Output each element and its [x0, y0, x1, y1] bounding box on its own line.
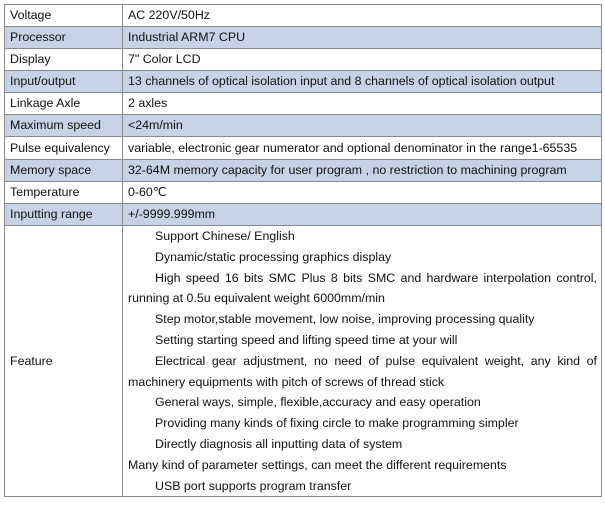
table-row: [5, 71, 602, 93]
table-row: [5, 49, 602, 71]
feature-label: Feature: [5, 226, 123, 497]
table-row: [5, 204, 602, 226]
feature-list: [123, 226, 602, 497]
feature-item: Step motor,stable movement, low noise, improving processing quality: [155, 312, 535, 327]
feature-item: USB port supports program transfer: [155, 478, 352, 493]
table-row: [5, 182, 602, 204]
row-label: Input/output: [5, 71, 123, 93]
row-value: 7" Color LCD: [123, 49, 602, 71]
feature-item: Many kind of parameter settings, can meet the different requirements: [128, 457, 507, 472]
row-label: Inputting range: [5, 204, 123, 226]
feature-item: Directly diagnosis all inputting data of system: [155, 436, 403, 451]
row-label: Pulse equivalency: [5, 137, 123, 160]
feature-item: Support Chinese/ English: [155, 229, 295, 243]
row-label: Maximum speed: [5, 115, 123, 137]
table-row: [5, 5, 602, 27]
row-label: Display: [5, 49, 123, 71]
feature-item: Setting starting speed and lifting speed time at your will: [155, 332, 458, 347]
row-label: Memory space: [5, 160, 123, 182]
row-value: +/-9999.999mm: [123, 204, 602, 226]
row-value: AC 220V/50Hz: [123, 5, 602, 27]
feature-item: High speed 16 bits SMC Plus 8 bits SMC and hardware interpolation control, running at 0.5u equivalent weight 6000mm/min: [128, 270, 597, 306]
feature-row: [5, 226, 602, 497]
row-value: 13 channels of optical isolation input and 8 channels of optical isolation output: [123, 71, 602, 93]
feature-item: Dynamic/static processing graphics display: [155, 249, 392, 264]
feature-item: Providing many kinds of fixing circle to make programming simpler: [155, 416, 519, 431]
table-row: [5, 115, 602, 137]
row-value: <24m/min: [123, 115, 602, 137]
feature-item: Electrical gear adjustment, no need of pulse equivalent weight, any kind of machinery equipments with pitch of screws of thread stick: [128, 353, 597, 389]
row-label: Linkage Axle: [5, 93, 123, 115]
row-label: Temperature: [5, 182, 123, 204]
row-value: 0-60℃: [123, 182, 602, 204]
table-row: [5, 27, 602, 49]
table-row: [5, 137, 602, 160]
row-label: Voltage: [5, 5, 123, 27]
row-value: 2 axles: [123, 93, 602, 115]
row-value: 32-64M memory capacity for user program , no restriction to machining program: [123, 160, 602, 182]
row-value: variable, electronic gear numerator and optional denominator in the range1-65535: [123, 137, 602, 160]
row-label: Processor: [5, 27, 123, 49]
table-row: [5, 93, 602, 115]
table-row: [5, 160, 602, 182]
row-value: Industrial ARM7 CPU: [123, 27, 602, 49]
specification-table: [4, 4, 602, 497]
feature-item: General ways, simple, flexible,accuracy and easy operation: [155, 395, 481, 410]
